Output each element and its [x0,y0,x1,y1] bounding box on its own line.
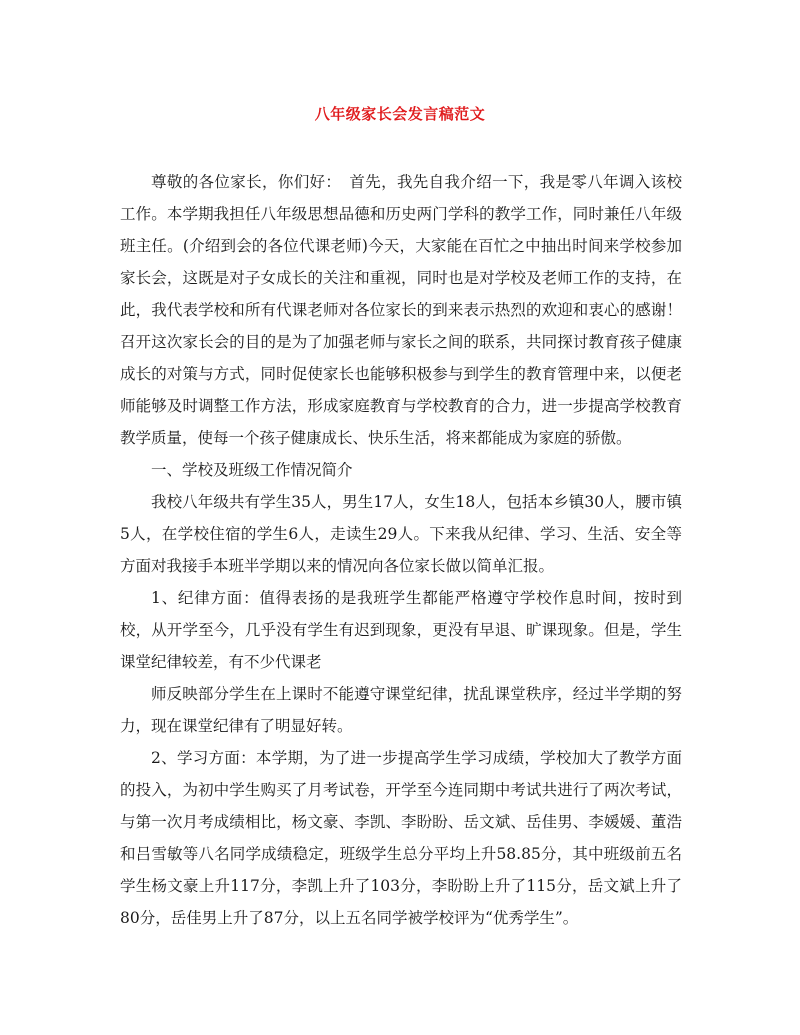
paragraph-discipline: 1、纪律方面：值得表扬的是我班学生都能严格遵守学校作息时间，按时到校，从开学至今，几乎没有学生有迟到现象，更没有早退、旷课现象。但是，学生课堂纪律较差，有不少代课老 [120,589,682,671]
document-title: 八年级家长会发言稿范文 [314,105,486,123]
paragraph-greeting: 尊敬的各位家长，你们好： 首先，我先自我介绍一下，我是零八年调入该校工作。本学期我担任八年级思想品德和历史两门学科的教学工作，同时兼任八年级班主任。(介绍到会的各位代课老师)今天，大家能在百忙之中抽出时间来学校参加家长会，这既是对子女成长的关注和重视，同时也是对学校及老师工作的支持，在此，我代表学校和所有代课老师对各位家长的到来表示热烈的欢迎和衷心的感谢！ 召开这次家长会的目的是为了加强老师与家长之间的联系，共同探讨教育孩子健康成长的对策与方式，同时促使家长也能够积极参与到学生的教育管理中来，以便老师能够及时调整工作方法，形成家庭教育与学校教育的合力，进一步提高学校教育教学质量，使每一个孩子健康成长、快乐生活，将来都能成为家庭的骄傲。 [120,173,698,447]
document-body [120,166,698,934]
section-heading: 一、学校及班级工作情况简介 [151,461,353,479]
paragraph-discipline-continued: 师反映部分学生在上课时不能遵守课堂纪律，扰乱课堂秩序，经过半学期的努力，现在课堂纪律有了明显好转。 [120,685,682,735]
paragraph-study: 2、学习方面：本学期，为了进一步提高学生学习成绩，学校加大了教学方面的投入，为初中学生购买了月考试卷，开学至今连同期中考试共进行了两次考试，与第一次月考成绩相比，杨文豪、李凯、李盼盼、岳文斌、岳佳男、李媛媛、董浩和吕雪敏等八名同学成绩稳定，班级学生总分平均上升58.85分，其中班级前五名学生杨文豪上升117分，李凯上升了103分，李盼盼上升了115分，岳文斌上升了80分，岳佳男上升了87分，以上五名同学被学校评为“优秀学生”。 [120,749,682,927]
paragraph-class-overview: 我校八年级共有学生35人，男生17人，女生18人，包括本乡镇30人，腰市镇5人，在学校住宿的学生6人，走读生29人。下来我从纪律、学习、生活、安全等方面对我接手本班半学期以来的情况向各位家长做以简单汇报。 [120,493,682,575]
